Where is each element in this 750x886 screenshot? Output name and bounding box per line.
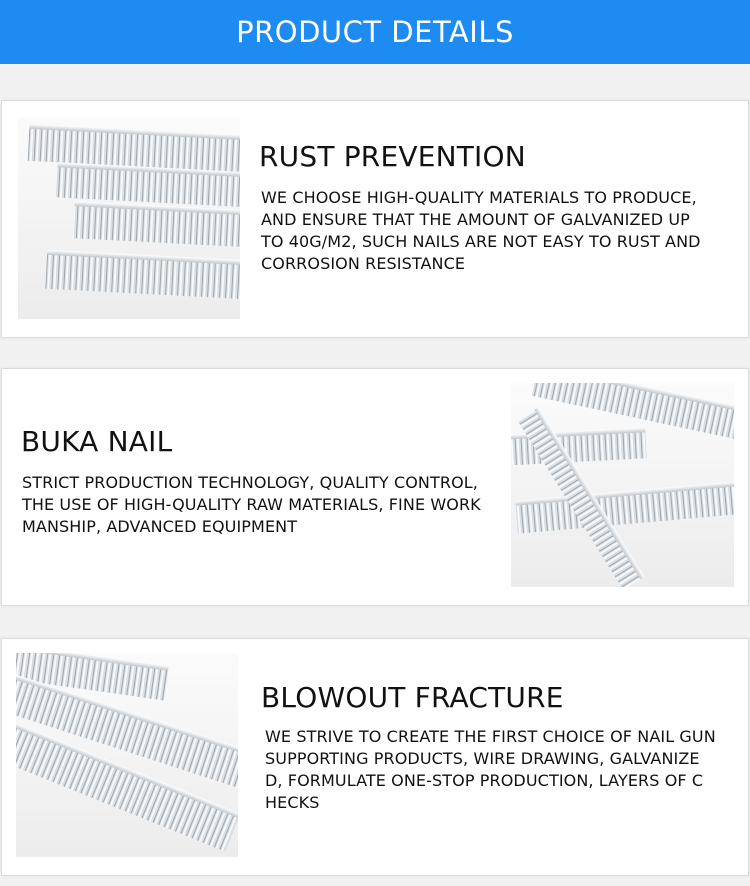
section-title: BUKA NAIL (21, 425, 173, 458)
section-buka-nail (1, 368, 749, 606)
description-line: AND ENSURE THAT THE AMOUNT OF GALVANIZED UP (261, 210, 690, 229)
section-title: BLOWOUT FRACTURE (261, 681, 564, 714)
description-line: TO 40G/M2, SUCH NAILS ARE NOT EASY TO RUST AND (261, 232, 701, 251)
description-line: D, FORMULATE ONE-STOP PRODUCTION, LAYERS OF C (265, 771, 704, 790)
section-description (265, 726, 716, 814)
staple-strips-photo (16, 653, 238, 857)
description-line: STRICT PRODUCTION TECHNOLOGY, QUALITY CONTROL, (22, 473, 478, 492)
section-rust-prevention (1, 100, 749, 338)
description-line: WE STRIVE TO CREATE THE FIRST CHOICE OF NAIL GUN (265, 727, 716, 746)
description-line: MANSHIP, ADVANCED EQUIPMENT (22, 517, 298, 536)
page-title: PRODUCT DETAILS (236, 15, 514, 49)
staple-strips-photo (511, 383, 734, 587)
staple-strips-photo (18, 117, 240, 319)
description-line: THE USE OF HIGH-QUALITY RAW MATERIALS, FINE WORK (22, 495, 481, 514)
description-line: HECKS (265, 793, 320, 812)
description-line: SUPPORTING PRODUCTS, WIRE DRAWING, GALVANIZE (265, 749, 700, 768)
description-line: CORROSION RESISTANCE (261, 254, 466, 273)
description-line: WE CHOOSE HIGH-QUALITY MATERIALS TO PRODUCE, (261, 188, 697, 207)
section-title: RUST PREVENTION (259, 140, 526, 173)
header-banner (0, 0, 750, 64)
section-blowout-fracture (1, 638, 749, 876)
section-description (261, 187, 701, 275)
section-description (22, 472, 481, 538)
